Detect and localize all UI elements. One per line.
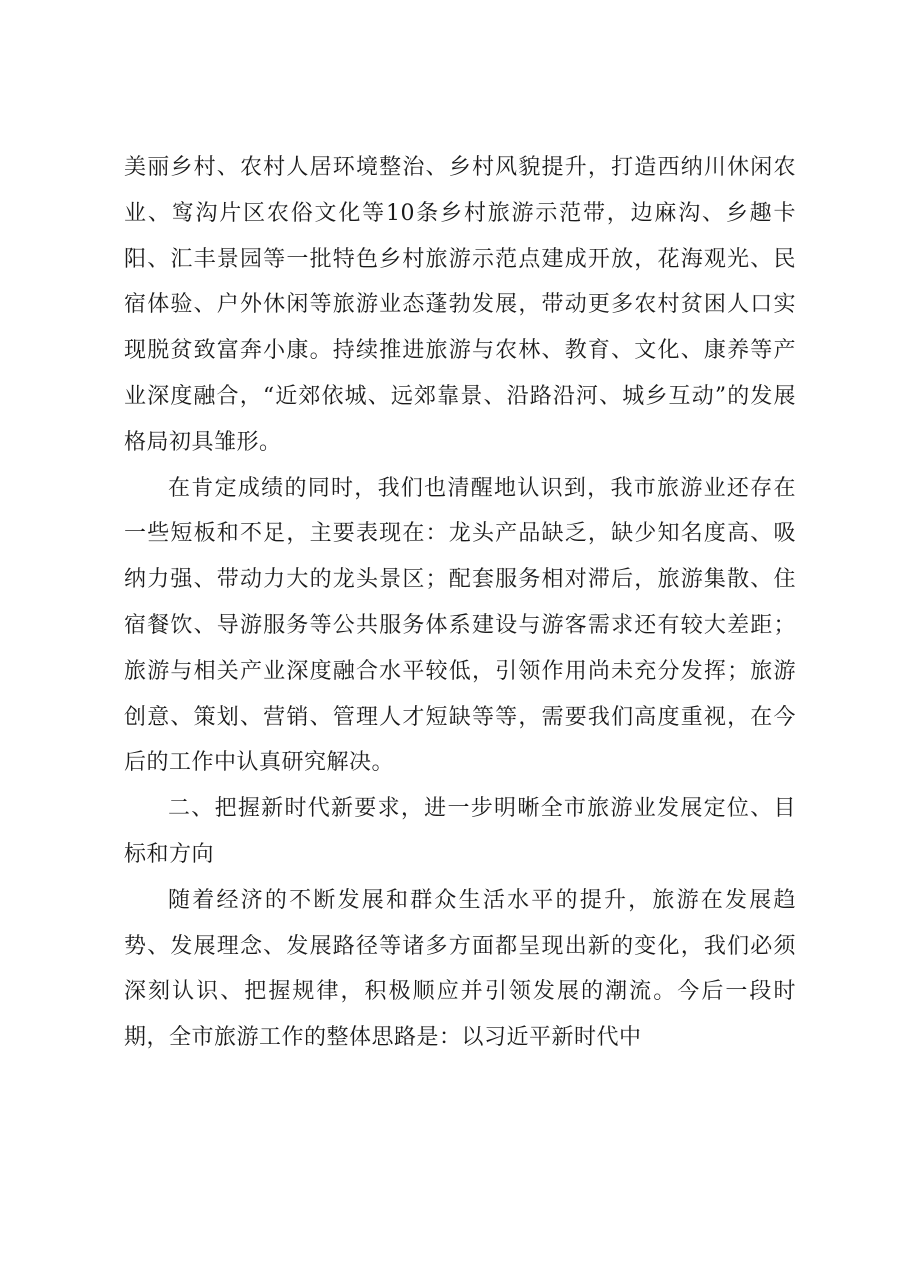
document-body bbox=[124, 145, 796, 1061]
paragraph-continued: 美丽乡村、农村人居环境整治、乡村风貌提升，打造西纳川休闲农业、窎沟片区农俗文化等10条乡村旅游示范带，边麻沟、乡趣卡阳、汇丰景园等一批特色乡村旅游示范点建成开放，花海观光、民宿体验、户外休闲等旅游业态蓬勃发展，带动更多农村贫困人口实现脱贫致富奔小康。持续推进旅游与农林、教育、文化、康养等产业深度融合，“近郊依城、远郊靠景、沿路沿河、城乡互动”的发展格局初具雏形。 bbox=[124, 155, 796, 455]
paragraph-development-ideas: 随着经济的不断发展和群众生活水平的提升，旅游在发展趋势、发展理念、发展路径等诸多方面都呈现出新的变化，我们必须深刻认识、把握规律，积极顺应并引领发展的潮流。今后一段时期，全市旅游工作的整体思路是：以习近平新时代中 bbox=[124, 887, 796, 1051]
paragraph-shortcomings: 在肯定成绩的同时，我们也清醒地认识到，我市旅游业还存在一些短板和不足，主要表现在：龙头产品缺乏，缺少知名度高、吸纳力强、带动力大的龙头景区；配套服务相对滞后，旅游集散、住宿餐饮、导游服务等公共服务体系建设与游客需求还有较大差距；旅游与相关产业深度融合水平较低，引领作用尚未充分发挥；旅游创意、策划、营销、管理人才短缺等等，需要我们高度重视，在今后的工作中认真研究解决。 bbox=[124, 475, 796, 776]
section-heading-two: 二、把握新时代新要求，进一步明晰全市旅游业发展定位、目标和方向 bbox=[124, 796, 796, 867]
